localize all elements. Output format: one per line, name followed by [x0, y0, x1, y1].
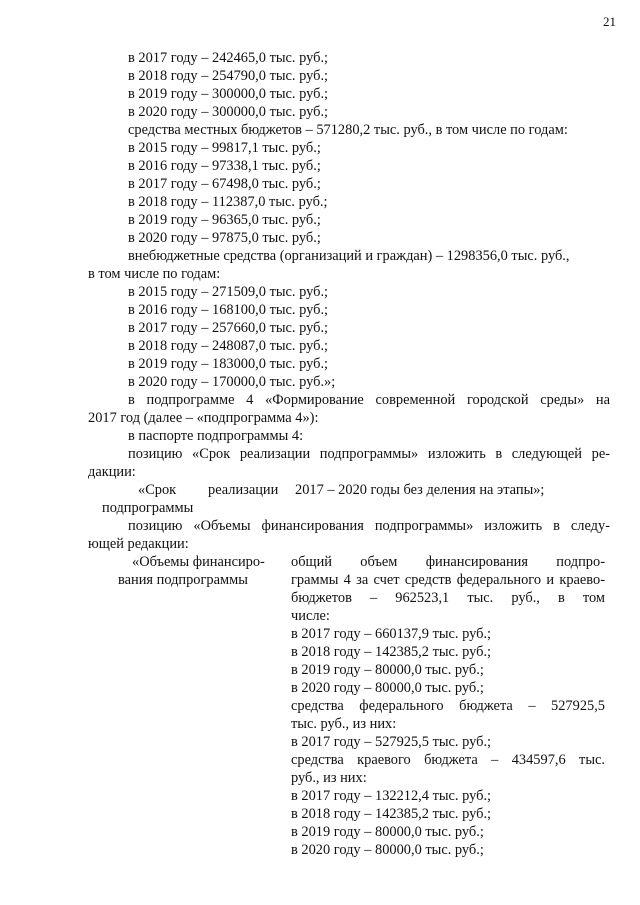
text-line: в 2019 году – 183000,0 тыс. руб.;: [128, 356, 329, 372]
volume-value-line: в 2020 году – 80000,0 тыс. руб.;: [291, 680, 484, 696]
volume-value-line: общий объем финансирования подпро-: [291, 554, 605, 570]
text-line: в 2016 году – 168100,0 тыс. руб.;: [128, 302, 329, 318]
text-line: позицию «Объемы финансирования подпрограммы» изложить в следу-: [128, 518, 610, 534]
text-line: в подпрограмме 4 «Формирование современной городской среды» на: [128, 392, 610, 408]
text-line: позицию «Срок реализации подпрограммы» изложить в следующей ре-: [128, 446, 610, 462]
volume-value-line: средства краевого бюджета – 434597,6 тыс.: [291, 752, 605, 768]
term-label: «Срок: [138, 482, 177, 498]
volume-value-line: в 2017 году – 660137,9 тыс. руб.;: [291, 626, 492, 642]
volume-value-line: в 2017 году – 527925,5 тыс. руб.;: [291, 734, 492, 750]
text-line: в 2015 году – 99817,1 тыс. руб.;: [128, 140, 321, 156]
volume-label: «Объемы финансиро-: [132, 554, 265, 570]
text-line: в 2020 году – 170000,0 тыс. руб.»;: [128, 374, 336, 390]
term-value: 2017 – 2020 годы без деления на этапы»;: [295, 482, 545, 498]
volume-value-line: бюджетов – 962523,1 тыс. руб., в том: [291, 590, 605, 606]
volume-value-line: в 2019 году – 80000,0 тыс. руб.;: [291, 662, 484, 678]
text-line: в 2020 году – 300000,0 тыс. руб.;: [128, 104, 329, 120]
volume-value-line: в 2019 году – 80000,0 тыс. руб.;: [291, 824, 484, 840]
text-line: внебюджетные средства (организаций и граждан) – 1298356,0 тыс. руб.,: [128, 248, 570, 264]
text-line: в 2017 году – 242465,0 тыс. руб.;: [128, 50, 329, 66]
volume-value-line: руб., из них:: [291, 770, 367, 786]
text-line: средства местных бюджетов – 571280,2 тыс. руб., в том числе по годам:: [128, 122, 568, 138]
text-line: в 2018 году – 254790,0 тыс. руб.;: [128, 68, 329, 84]
text-line: ющей редакции:: [88, 536, 189, 552]
volume-value-line: в 2017 году – 132212,4 тыс. руб.;: [291, 788, 492, 804]
text-line: дакции:: [88, 464, 136, 480]
text-line: в 2018 году – 248087,0 тыс. руб.;: [128, 338, 329, 354]
volume-label: вания подпрограммы: [118, 572, 248, 588]
volume-value-line: тыс. руб., из них:: [291, 716, 397, 732]
page-number: 21: [603, 14, 616, 29]
text-line: в 2017 году – 67498,0 тыс. руб.;: [128, 176, 321, 192]
text-line: в 2015 году – 271509,0 тыс. руб.;: [128, 284, 329, 300]
text-line: в 2020 году – 97875,0 тыс. руб.;: [128, 230, 321, 246]
term-label: подпрограммы: [102, 500, 194, 516]
volume-value-line: числе:: [291, 608, 330, 624]
text-line: в 2019 году – 96365,0 тыс. руб.;: [128, 212, 321, 228]
volume-value-line: в 2020 году – 80000,0 тыс. руб.;: [291, 842, 484, 858]
volume-value-line: в 2018 году – 142385,2 тыс. руб.;: [291, 644, 492, 660]
text-line: в 2016 году – 97338,1 тыс. руб.;: [128, 158, 321, 174]
text-line: в 2017 году – 257660,0 тыс. руб.;: [128, 320, 329, 336]
text-line: в том числе по годам:: [88, 266, 221, 282]
volume-value-line: в 2018 году – 142385,2 тыс. руб.;: [291, 806, 492, 822]
text-line: в 2019 году – 300000,0 тыс. руб.;: [128, 86, 329, 102]
text-line: в паспорте подпрограммы 4:: [128, 428, 304, 444]
text-line: в 2018 году – 112387,0 тыс. руб.;: [128, 194, 328, 210]
volume-value-line: средства федерального бюджета – 527925,5: [291, 698, 605, 714]
text-line: 2017 год (далее – «подпрограмма 4»):: [88, 410, 319, 426]
term-label: реализации: [208, 482, 279, 498]
volume-value-line: граммы 4 за счет средств федерального и краево-: [291, 572, 605, 588]
